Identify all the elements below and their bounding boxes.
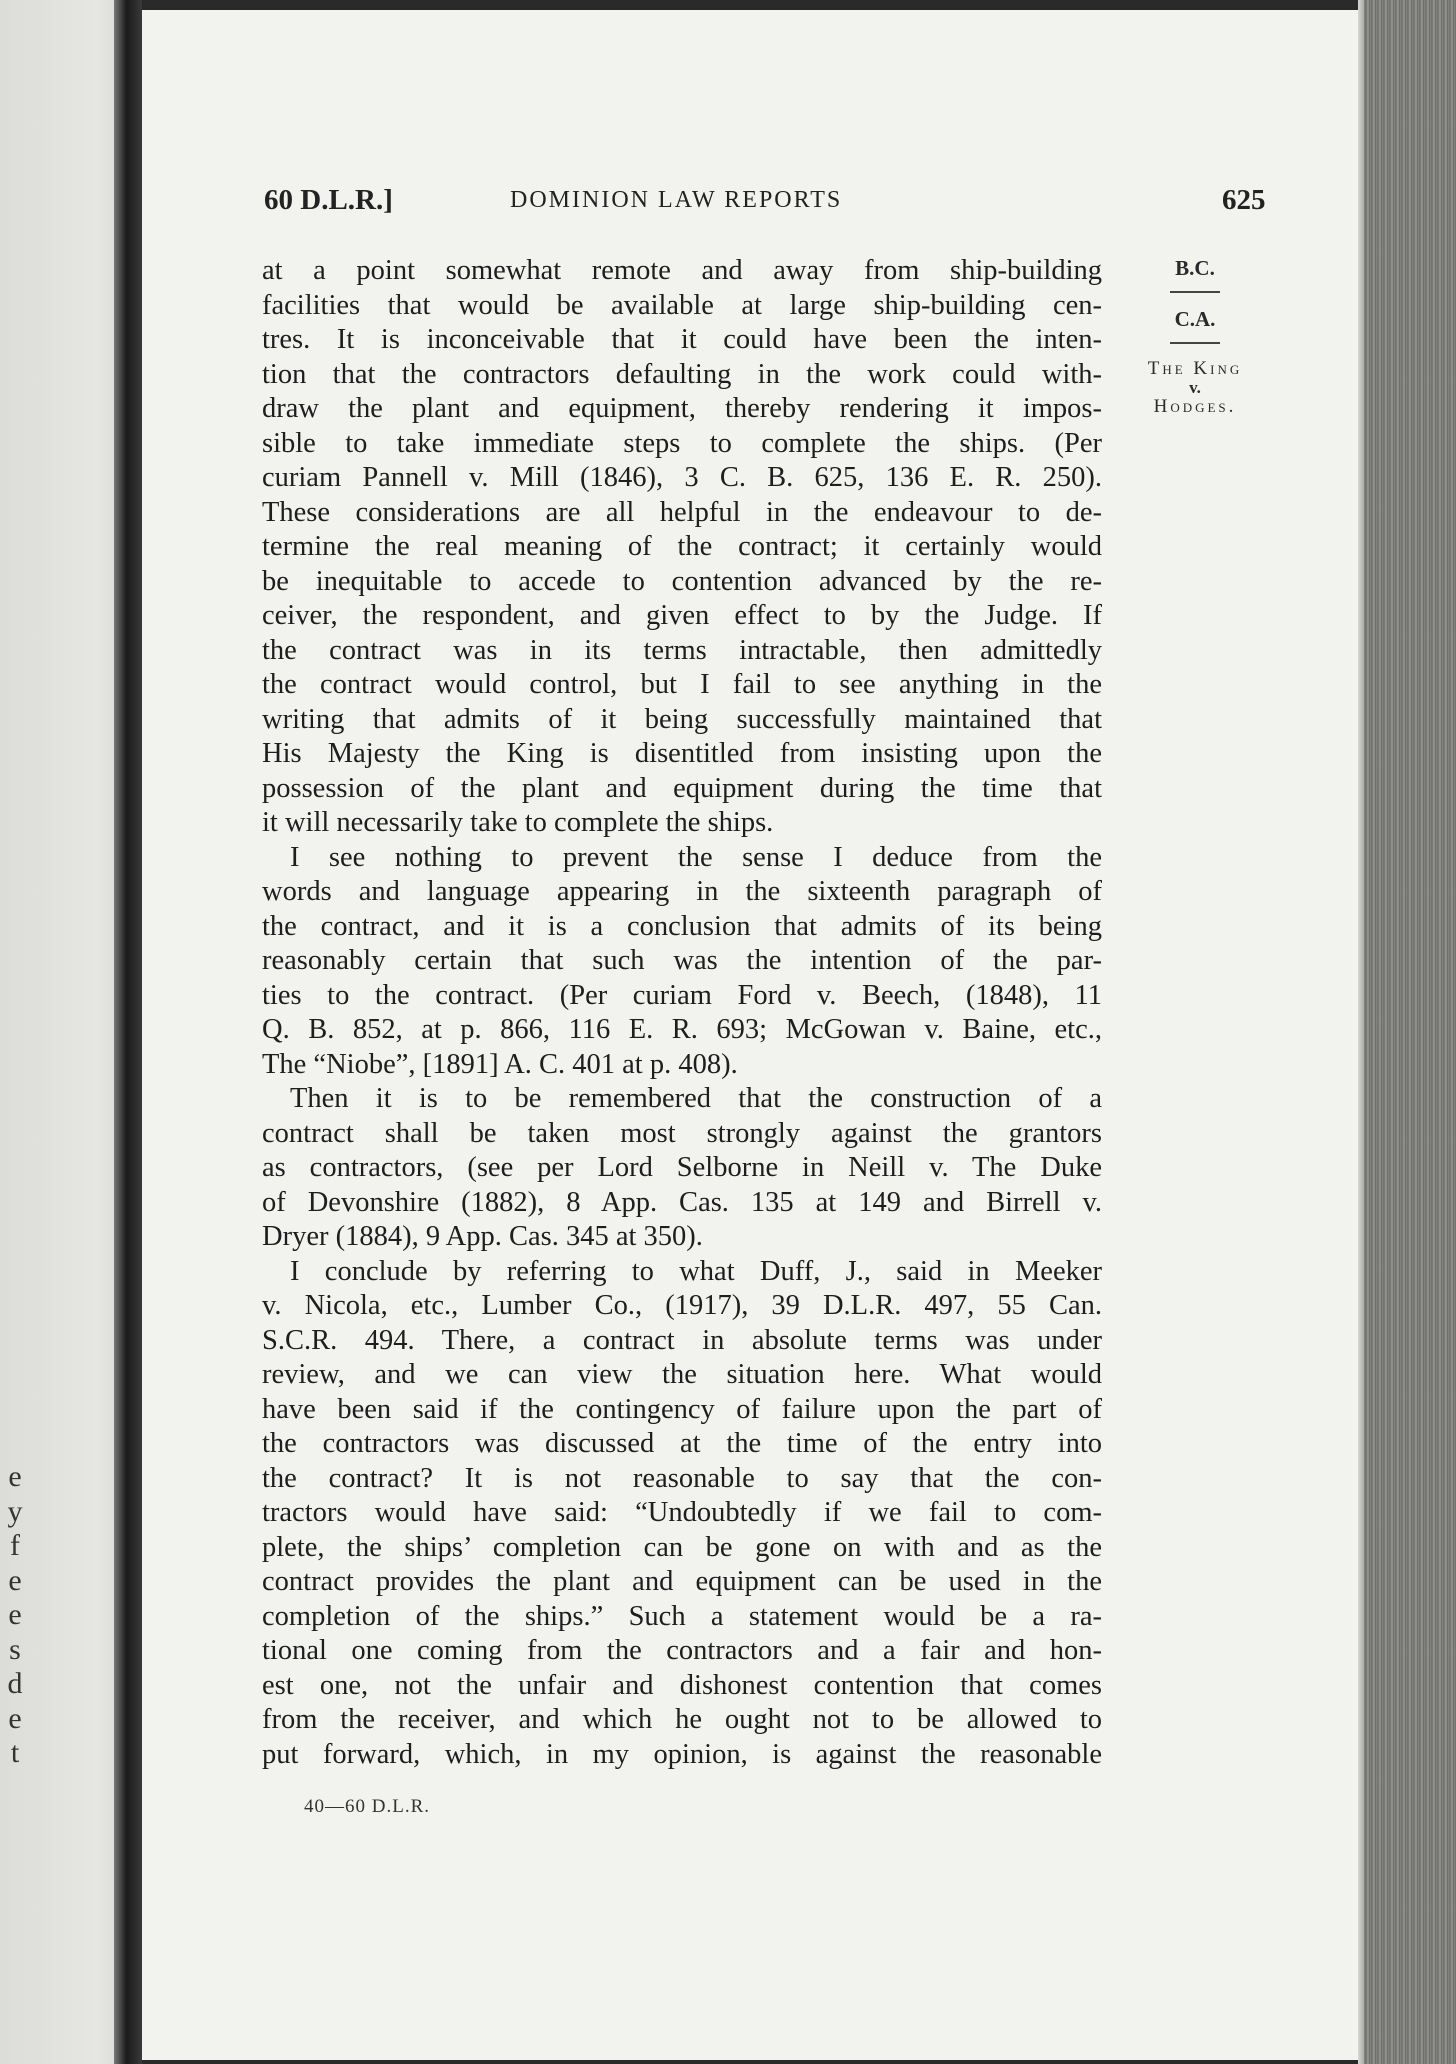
left-fragment: t	[10, 1736, 20, 1769]
court-level: C.A.	[1174, 307, 1216, 331]
text-line: of Devonshire (1882), 8 App. Cas. 135 at 149 and Birrell v.	[262, 1186, 1102, 1218]
text-line: completion of the ships.” Such a statement would be a ra-	[262, 1600, 1102, 1632]
text-line: tional one coming from the contractors and a fair and hon-	[262, 1635, 1102, 1666]
signature-mark: 40—60 D.L.R.	[304, 1796, 430, 1817]
text-line: contract provides the plant and equipment can be used in the	[262, 1566, 1102, 1597]
left-page-fragments	[0, 1460, 30, 1771]
text-line: as contractors, (see per Lord Selborne in Neill v. The Duke	[262, 1152, 1102, 1183]
text-line: S.C.R. 494. There, a contract in absolute terms was under	[262, 1324, 1102, 1356]
volume-reference: 60 D.L.R.]	[264, 184, 393, 216]
text-line: put forward, which, in my opinion, is against the reasonable	[262, 1738, 1102, 1770]
court-province: B.C.	[1175, 256, 1215, 280]
left-fragment: e	[8, 1701, 22, 1735]
text-line: at a point somewhat remote and away from ship-building	[262, 255, 1102, 286]
text-line: the contract, and it is a conclusion that admits of its being	[262, 910, 1102, 942]
text-line: the contract was in its terms intractable, then admittedly	[262, 634, 1102, 666]
left-fragment: e	[8, 1598, 22, 1631]
text-line: words and language appearing in the sixteenth paragraph of	[262, 876, 1102, 907]
text-line: Then it is to be remembered that the construction of a	[290, 1083, 1102, 1114]
text-line: the contract would control, but I fail to see anything in the	[262, 669, 1102, 700]
book-gutter	[114, 0, 142, 2064]
text-line: ties to the contract. (Per curiam Ford v. Beech, (1848), 11	[262, 979, 1102, 1011]
text-line: have been said if the contingency of failure upon the part of	[262, 1393, 1102, 1425]
left-fragment: e	[8, 1563, 22, 1597]
page-stack-edge	[1364, 0, 1456, 2064]
text-line: tres. It is inconceivable that it could have been the inten-	[262, 324, 1102, 355]
text-line: tractors would have said: “Undoubtedly if we fail to com-	[262, 1497, 1102, 1528]
case-party-plaintiff: The King	[1147, 358, 1243, 379]
left-fragment: e	[8, 1460, 22, 1493]
left-fragment: d	[7, 1667, 23, 1700]
text-line: The “Niobe”, [1891] A. C. 401 at p. 408).	[262, 1048, 738, 1080]
text-line: the contractors was discussed at the time of the entry into	[262, 1428, 1102, 1459]
text-line: facilities that would be available at large ship-building cen-	[262, 289, 1102, 321]
margin-divider	[1170, 342, 1220, 344]
text-line: it will necessarily take to complete the ships.	[262, 807, 774, 838]
text-line: His Majesty the King is disentitled from insisting upon the	[262, 738, 1102, 769]
text-line: est one, not the unfair and dishonest contention that comes	[262, 1669, 1102, 1701]
text-line: I conclude by referring to what Duff, J., said in Meeker	[290, 1255, 1102, 1287]
text-line: possession of the plant and equipment during the time that	[262, 772, 1102, 804]
text-line: sible to take immediate steps to complete the ships. (Per	[262, 427, 1102, 459]
text-line: draw the plant and equipment, thereby rendering it impos-	[262, 393, 1102, 424]
left-fragment: s	[9, 1632, 21, 1666]
left-fragment: f	[10, 1529, 20, 1562]
text-line: review, and we can view the situation here. What would	[262, 1359, 1102, 1390]
case-versus: v.	[1189, 378, 1201, 397]
text-line: ceiver, the respondent, and given effect to by the Judge. If	[262, 600, 1102, 631]
text-line: Q. B. 852, at p. 866, 116 E. R. 693; McGowan v. Baine, etc.,	[262, 1014, 1102, 1045]
text-line: v. Nicola, etc., Lumber Co., (1917), 39 D.L.R. 497, 55 Can.	[262, 1290, 1102, 1321]
text-line: reasonably certain that such was the intention of the par-	[262, 945, 1102, 976]
report-title: DOMINION LAW REPORTS	[510, 187, 843, 213]
text-line: These considerations are all helpful in the endeavour to de-	[262, 496, 1102, 528]
text-line: be inequitable to accede to contention advanced by the re-	[262, 565, 1102, 597]
margin-divider	[1170, 291, 1220, 293]
margin-notes	[1120, 256, 1270, 418]
text-line: from the receiver, and which he ought not to be allowed to	[262, 1704, 1102, 1735]
body-text	[262, 254, 1102, 1772]
text-line: I see nothing to prevent the sense I deduce from the	[290, 841, 1102, 873]
text-line: Dryer (1884), 9 App. Cas. 345 at 350).	[262, 1221, 703, 1252]
text-line: contract shall be taken most strongly against the grantors	[262, 1117, 1102, 1149]
text-line: termine the real meaning of the contract; it certainly would	[262, 531, 1102, 562]
text-line: the contract? It is not reasonable to say that the con-	[262, 1462, 1102, 1494]
case-party-defendant: Hodges.	[1153, 396, 1237, 417]
page-number: 625	[1222, 184, 1266, 216]
text-line: writing that admits of it being successfully maintained that	[262, 703, 1102, 735]
text-line: curiam Pannell v. Mill (1846), 3 C. B. 625, 136 E. R. 250).	[262, 462, 1102, 493]
text-line: tion that the contractors defaulting in the work could with-	[262, 358, 1102, 390]
running-head	[264, 184, 1264, 224]
left-fragment: y	[7, 1494, 23, 1528]
text-line: plete, the ships’ completion can be gone on with and as the	[262, 1531, 1102, 1563]
